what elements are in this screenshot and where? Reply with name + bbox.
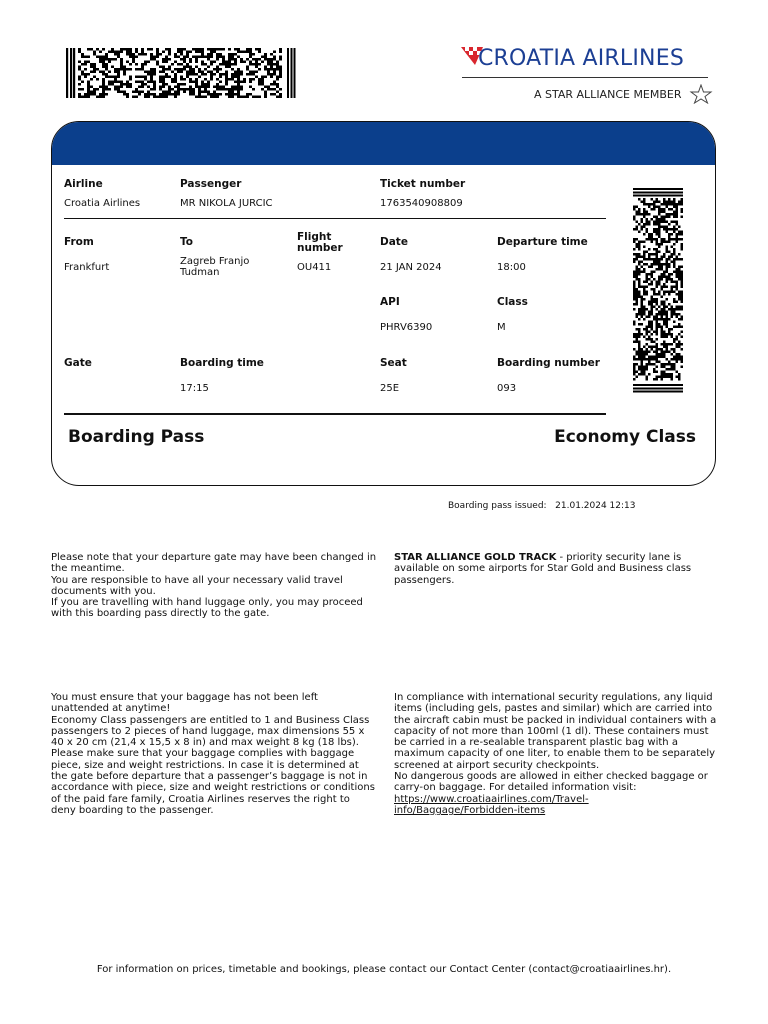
to-label: To (180, 236, 193, 248)
baggage-line: Please make sure that your baggage complies with baggage piece, size and weight restrictions. In case it is determined at the gate before departure that a passenger’s baggage is not in accordance with piece, size and weight restrictions or conditions of the paid fare family, Croatia Airlines reserves the right to deny boarding to the passenger. (51, 748, 375, 816)
gate-notice-line: You are responsible to have all your necessary valid travel documents with you. (51, 574, 343, 597)
from-label: From (64, 236, 94, 248)
departure-time-label: Departure time (497, 236, 588, 248)
baggage-notice (51, 692, 377, 816)
issued-label: Boarding pass issued: (448, 501, 547, 511)
gate-notice-line: If you are travelling with hand luggage only, you may proceed with this boarding pass directly to the gate. (51, 597, 363, 620)
security-line: No dangerous goods are allowed in either checked baggage or carry-on baggage. For detailed information visit: (394, 771, 708, 794)
passenger-value: MR NIKOLA JURCIC (180, 198, 273, 209)
class-value: M (497, 322, 506, 333)
baggage-line: You must ensure that your baggage has not been left unattended at anytime! (51, 692, 318, 715)
api-label: API (380, 296, 400, 308)
ticket-number-label: Ticket number (380, 178, 466, 190)
issued-value: 21.01.2024 12:13 (555, 501, 636, 511)
gate-notice (51, 552, 377, 620)
from-value: Frankfurt (64, 262, 110, 273)
croatia-airlines-logo (458, 44, 712, 106)
seat-label: Seat (380, 357, 407, 369)
boarding-time-value: 17:15 (180, 383, 209, 394)
gate-notice-line: Please note that your departure gate may have been changed in the meantime. (51, 552, 377, 575)
gate-label: Gate (64, 357, 92, 369)
to-value-line1: Zagreb Franjo (180, 256, 250, 267)
seat-value: 25E (380, 383, 400, 394)
airline-value: Croatia Airlines (64, 198, 141, 209)
issued-line (448, 501, 635, 511)
security-line: In compliance with international security regulations, any liquid items (including gels, pastes and similar) which are carried into the aircraft cabin must be packed in individual containers with a capacity of not more than 100ml (1 dl). These containers must be carried in a re-sealable transparent plastic bag with a maximum capacity of one liter, to enable them to be separately screened at airport security checkpoints. (394, 692, 717, 771)
boarding-time-label: Boarding time (180, 357, 264, 369)
logo-text: CROATIA AIRLINES (478, 46, 684, 71)
star-alliance-icon (688, 84, 714, 104)
pdf417-barcode-icon (633, 188, 683, 393)
cabin-class-title: Economy Class (554, 427, 696, 447)
gold-track-title: STAR ALLIANCE GOLD TRACK (394, 552, 557, 563)
departure-time-value: 18:00 (497, 262, 526, 273)
flight-number-label-line1: Flight (297, 231, 332, 243)
airline-label: Airline (64, 178, 103, 190)
baggage-line: Economy Class passengers are entitled to 1 and Business Class passengers to 2 pieces of hand luggage, max dimensions 55 x 40 x 20 cm (21,4 x 15,5 x 8 in) and max weight 8 kg (18 lbs). (51, 714, 370, 749)
divider-top (64, 218, 606, 219)
security-notice (394, 692, 722, 816)
boarding-pass-title: Boarding Pass (68, 427, 205, 447)
forbidden-items-link[interactable]: https://www.croatiaairlines.com/Travel-info/Baggage/Forbidden-items (394, 793, 589, 816)
flight-number-label-line2: number (297, 242, 343, 254)
logo-tagline: A STAR ALLIANCE MEMBER (534, 88, 682, 101)
gold-track-text: - priority security lane is available on some airports for Star Gold and Business class passengers. (394, 552, 692, 586)
flight-number-value: OU411 (297, 262, 332, 273)
api-value: PHRV6390 (380, 322, 433, 333)
to-value-line2: Tudman (180, 267, 220, 278)
divider-bottom (64, 413, 606, 415)
top-barcode-icon (66, 48, 296, 98)
class-label: Class (497, 296, 528, 308)
gold-track-notice (394, 552, 716, 586)
date-value: 21 JAN 2024 (380, 262, 442, 273)
boarding-number-value: 093 (497, 383, 517, 394)
ticket-number-value: 1763540908809 (380, 198, 463, 209)
logo-rule (462, 77, 708, 78)
boarding-number-label: Boarding number (497, 357, 600, 369)
date-label: Date (380, 236, 408, 248)
contact-footer: For information on prices, timetable and bookings, please contact our Contact Center (contact@croatiaairlines.hr). (96, 964, 672, 975)
passenger-label: Passenger (180, 178, 242, 190)
card-header-band (52, 122, 715, 165)
